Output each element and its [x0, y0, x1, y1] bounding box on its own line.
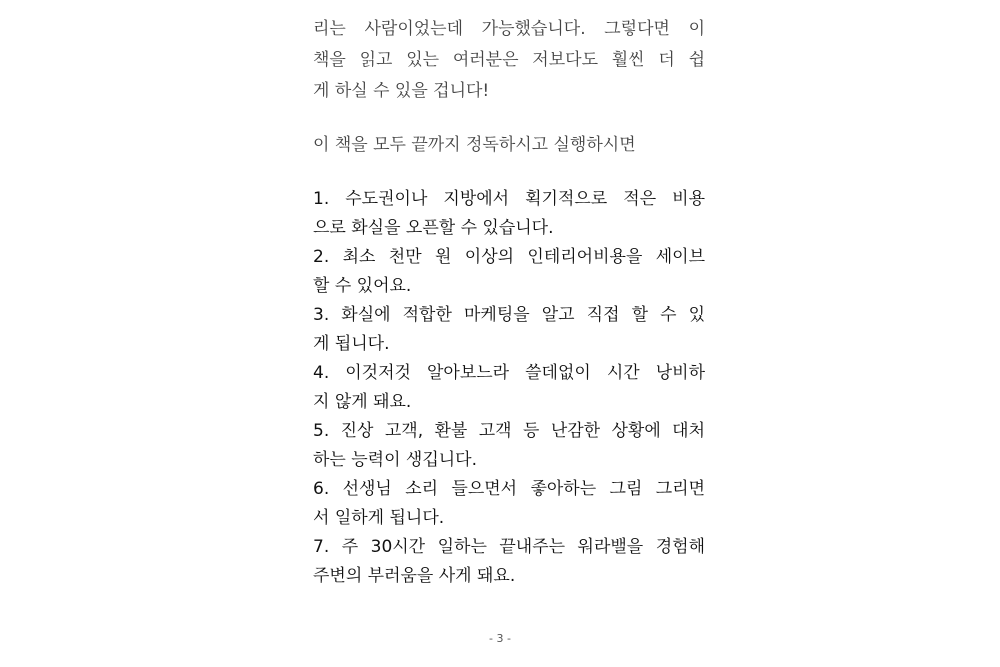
list-item-line: 지 않게 돼요.	[313, 392, 412, 412]
list-item-line: 7. 주 30시간 일하는 끝내주는 워라밸을 경험해	[313, 537, 705, 557]
list-item-line: 5. 진상 고객, 환불 고객 등 난감한 상황에 대처	[313, 421, 705, 441]
lead-paragraph	[313, 130, 705, 161]
list-item-line: 게 됩니다.	[313, 334, 390, 354]
intro-paragraph	[313, 14, 705, 107]
list-item-line: 3. 화실에 적합한 마케팅을 알고 직접 할 수 있	[313, 305, 705, 325]
lead-sentence: 이 책을 모두 끝까지 정독하시고 실행하시면	[313, 135, 636, 155]
list-item-line: 으로 화실을 오픈할 수 있습니다.	[313, 218, 554, 238]
list-item-line: 할 수 있어요.	[313, 276, 412, 296]
intro-line: 책을 읽고 있는 여러분은 저보다도 훨씬 더 쉽	[313, 50, 705, 70]
list-item	[313, 417, 705, 475]
list-item-line: 1. 수도권이나 지방에서 획기적으로 적은 비용	[313, 189, 705, 209]
intro-line: 리는 사람이었는데 가능했습니다. 그렇다면 이	[313, 19, 705, 39]
list-item-line: 서 일하게 됩니다.	[313, 508, 445, 528]
list-item-line: 2. 최소 천만 원 이상의 인테리어비용을 세이브	[313, 247, 705, 267]
text-column	[313, 14, 705, 591]
list-item	[313, 301, 705, 359]
intro-line: 게 하실 수 있을 겁니다!	[313, 81, 490, 101]
list-item	[313, 475, 705, 533]
list-item	[313, 243, 705, 301]
list-item	[313, 185, 705, 243]
list-item	[313, 533, 705, 591]
list-item-line: 주변의 부러움을 사게 돼요.	[313, 566, 516, 586]
benefits-list	[313, 185, 705, 591]
list-item	[313, 359, 705, 417]
page-number: - 3 -	[489, 632, 511, 645]
list-item-line: 하는 능력이 생깁니다.	[313, 450, 478, 470]
list-item-line: 4. 이것저것 알아보느라 쓸데없이 시간 낭비하	[313, 363, 705, 383]
list-item-line: 6. 선생님 소리 들으면서 좋아하는 그림 그리면	[313, 479, 705, 499]
